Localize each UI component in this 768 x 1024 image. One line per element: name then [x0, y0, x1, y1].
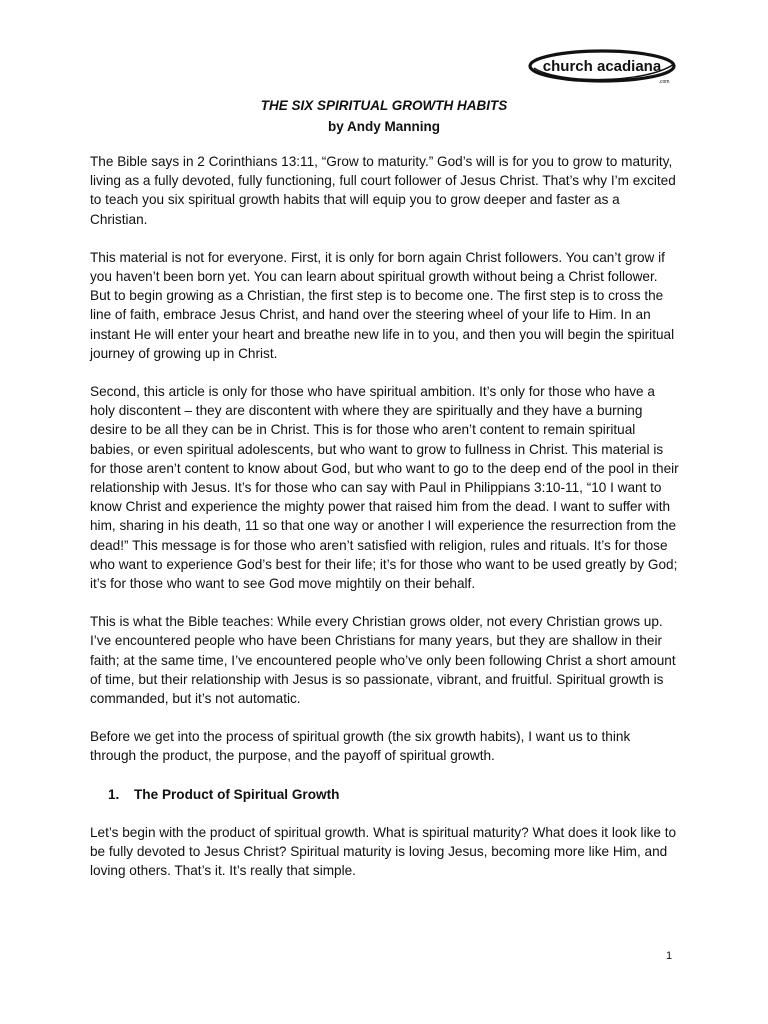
paragraph-bible-teaches: This is what the Bible teaches: While every Christian grows older, not every Christian grows up. I’ve encountered people who have been Christians for many years, but they are shallow in their faith; at the same time, I’ve encountered people who’ve only been following Christ a short amount of time, but their relationship with Jesus is so passionate, vibrant, and fruitful. Spiritual growth is commanded, but it’s not automatic. [90, 614, 676, 707]
section-heading [90, 785, 680, 804]
paragraph-not-for-everyone: This material is not for everyone. First, it is only for born again Christ followers. You can’t grow if you haven’t been born yet. You can learn about spiritual growth without being a Christ follower. But to begin growing as a Christian, the first step is to become one. The first step is to cross the line of faith, embrace Jesus Christ, and hand over the steering wheel of your life to Him. In an instant He will enter your heart and breathe new life in to you, and then you will begin the spiritual journey of growing up in Christ. [90, 249, 675, 361]
document-title: THE SIX SPIRITUAL GROWTH HABITS [260, 98, 508, 113]
paragraph-before-process: Before we get into the process of spiritual growth (the six growth habits), I want us to think through the product, the purpose, and the payoff of spiritual growth. [90, 729, 631, 764]
paragraph-intro: The Bible says in 2 Corinthians 13:11, “Grow to maturity.” God’s will is for you to grow to maturity, living as a fully devoted, fully functioning, full court follower of Jesus Christ. That’s why I’m excited to teach you six spiritual growth habits that will equip you to grow deeper and faster as a Christian. [90, 154, 676, 227]
church-acadiana-logo [528, 44, 678, 90]
document-author: by Andy Manning [328, 119, 440, 134]
document-body [90, 152, 680, 900]
section-number: 1. [108, 786, 120, 802]
paragraph-spiritual-ambition: Second, this article is only for those who have spiritual ambition. It’s only for those who have a holy discontent – they are discontent with where they are spiritually and they have a burning desire to be all they can be in Christ. This is for those who aren’t content to remain spiritual babies, or even spiritual adolescents, but who want to grow to fullness in Christ. This material is for those aren’t content to know about God, but who want to go to the deep end of the pool in their relationship with Jesus. It’s for those who can say with Paul in Philippians 3:10-11, “10 I want to know Christ and experience the mighty power that raised him from the dead. I want to suffer with him, sharing in his death, 11 so that one way or another I will experience the resurrection from the dead!” This message is for those who aren’t satisfied with religion, rules and rituals. It’s for those who want to experience God’s best for their life; it’s for those who want to be used greatly by God; it’s for those who want to see God move mightily on their behalf. [90, 384, 679, 592]
logo-tagline: .com [658, 79, 670, 85]
logo-text: church acadiana [542, 58, 662, 75]
section-heading-text: The Product of Spiritual Growth [134, 786, 340, 802]
page-number: 1 [666, 950, 673, 962]
document-header [90, 95, 678, 137]
paragraph-product: Let’s begin with the product of spiritual growth. What is spiritual maturity? What does it look like to be fully devoted to Jesus Christ? Spiritual maturity is loving Jesus, becoming more like Him, and loving others. That’s it. It’s really that simple. [90, 824, 677, 879]
logo-graphic [528, 44, 678, 90]
